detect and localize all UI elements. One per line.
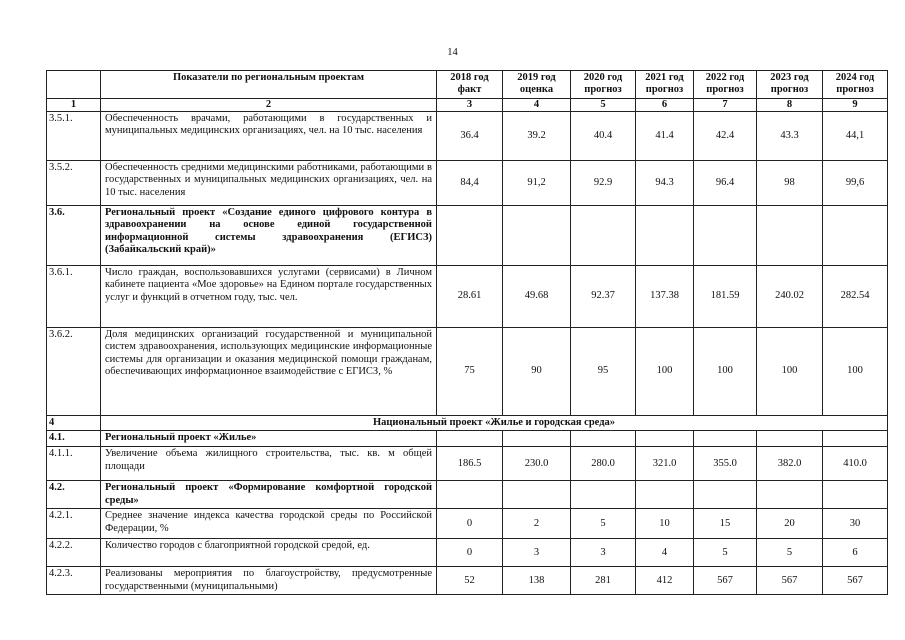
row-value: 44,1 [823,112,888,161]
row-indicator-name: Число граждан, воспользовавшихся услугами (сервисами) в Личном кабинете пациента «Мое здоровье» на Едином портале государственных услуг и функций в отчетном году, тыс. чел. [101,266,437,328]
empty-cell [823,431,888,447]
row-value: 281 [571,567,636,595]
row-value: 91,2 [503,161,571,206]
regional-project-title: Региональный проект «Формирование комфортной городской среды» [101,481,437,509]
row-code: 3.6.1. [47,266,101,328]
row-indicator-name: Обеспеченность средними медицинскими работниками, работающими в государственных и муниципальных медицинских организациях, чел. на 10 тыс. населения [101,161,437,206]
row-value: 6 [823,539,888,567]
header-year-2023: 2023 год прогноз [757,71,823,99]
row-value: 99,6 [823,161,888,206]
column-number: 1 [47,99,101,112]
row-value: 5 [571,509,636,539]
empty-cell [694,206,757,266]
row-value: 5 [757,539,823,567]
empty-cell [636,206,694,266]
empty-cell [636,431,694,447]
empty-cell [437,481,503,509]
section-row [47,206,888,266]
row-value: 20 [757,509,823,539]
header-row [47,71,888,99]
empty-cell [503,206,571,266]
empty-cell [571,206,636,266]
row-indicator-name: Доля медицинских организаций государственной и муниципальной систем здравоохранения, использующих медицинские информационные системы для организации и оказания медицинской помощи гражданам, обеспечивающих информационное взаимодействие с ЕГИСЗ, % [101,328,437,416]
row-value: 75 [437,328,503,416]
table-row [47,161,888,206]
header-year-2022: 2022 год прогноз [694,71,757,99]
empty-cell [571,431,636,447]
row-value: 282.54 [823,266,888,328]
row-value: 15 [694,509,757,539]
header-year-2020: 2020 год прогноз [571,71,636,99]
table-row [47,509,888,539]
row-value: 567 [757,567,823,595]
table-row [47,539,888,567]
row-value: 90 [503,328,571,416]
column-number: 2 [101,99,437,112]
row-code: 3.5.2. [47,161,101,206]
row-value: 100 [636,328,694,416]
empty-cell [694,481,757,509]
table-row [47,567,888,595]
row-code: 4.2. [47,481,101,509]
row-code: 3.6. [47,206,101,266]
empty-cell [437,206,503,266]
row-value: 100 [694,328,757,416]
row-value: 43.3 [757,112,823,161]
column-number: 4 [503,99,571,112]
column-number: 3 [437,99,503,112]
row-value: 230.0 [503,447,571,481]
table-row [47,447,888,481]
row-value: 94.3 [636,161,694,206]
empty-cell [503,481,571,509]
row-value: 4 [636,539,694,567]
empty-cell [571,481,636,509]
row-value: 3 [571,539,636,567]
row-value: 100 [757,328,823,416]
column-number: 9 [823,99,888,112]
row-value: 0 [437,509,503,539]
column-number: 7 [694,99,757,112]
page-number: 14 [447,47,458,58]
row-indicator-name: Реализованы мероприятия по благоустройству, предусмотренные государственными (муниципальными) [101,567,437,595]
row-value: 3 [503,539,571,567]
regional-project-title: Региональный проект «Создание единого цифрового контура в здравоохранении на основе единой государственной информационной системы здравоохранения (ЕГИСЗ) (Забайкальский край)» [101,206,437,266]
section-row [47,481,888,509]
row-value: 98 [757,161,823,206]
empty-cell [823,481,888,509]
header-indicators: Показатели по региональным проектам [101,71,437,99]
row-value: 240.02 [757,266,823,328]
row-code: 4.1. [47,431,101,447]
row-indicator-name: Количество городов с благоприятной городской средой, ед. [101,539,437,567]
row-value: 412 [636,567,694,595]
row-value: 95 [571,328,636,416]
row-code: 4.2.3. [47,567,101,595]
empty-cell [757,431,823,447]
row-value: 30 [823,509,888,539]
row-code: 4.2.1. [47,509,101,539]
row-value: 100 [823,328,888,416]
header-code-cell [47,71,101,99]
row-value: 0 [437,539,503,567]
row-indicator-name: Среднее значение индекса качества городской среды по Российской Федерации, % [101,509,437,539]
regional-project-title: Региональный проект «Жилье» [101,431,437,447]
row-value: 41.4 [636,112,694,161]
row-value: 181.59 [694,266,757,328]
header-year-2019: 2019 год оценка [503,71,571,99]
row-value: 410.0 [823,447,888,481]
empty-cell [823,206,888,266]
empty-cell [757,481,823,509]
table-row [47,112,888,161]
table-row [47,266,888,328]
row-code: 3.6.2. [47,328,101,416]
table-row [47,328,888,416]
row-value: 92.37 [571,266,636,328]
indicators-table [46,70,888,595]
row-value: 355.0 [694,447,757,481]
header-year-2018: 2018 год факт [437,71,503,99]
row-indicator-name: Обеспеченность врачами, работающими в государственных и муниципальных медицинских организациях, чел. на 10 тыс. населения [101,112,437,161]
empty-cell [437,431,503,447]
row-value: 137.38 [636,266,694,328]
row-value: 42.4 [694,112,757,161]
row-value: 5 [694,539,757,567]
header-year-2021: 2021 год прогноз [636,71,694,99]
national-project-title: Национальный проект «Жилье и городская среда» [101,416,888,431]
empty-cell [694,431,757,447]
row-value: 280.0 [571,447,636,481]
row-code: 4.1.1. [47,447,101,481]
row-code: 3.5.1. [47,112,101,161]
header-year-2024: 2024 год прогноз [823,71,888,99]
column-number-row [47,99,888,112]
row-value: 138 [503,567,571,595]
row-value: 10 [636,509,694,539]
empty-cell [636,481,694,509]
empty-cell [503,431,571,447]
column-number: 5 [571,99,636,112]
row-value: 382.0 [757,447,823,481]
empty-cell [757,206,823,266]
row-value: 40.4 [571,112,636,161]
section-row [47,431,888,447]
row-value: 186.5 [437,447,503,481]
row-value: 84,4 [437,161,503,206]
row-code: 4.2.2. [47,539,101,567]
row-code: 4 [47,416,101,431]
row-value: 92.9 [571,161,636,206]
row-value: 2 [503,509,571,539]
row-value: 36.4 [437,112,503,161]
row-value: 39.2 [503,112,571,161]
row-value: 49.68 [503,266,571,328]
column-number: 6 [636,99,694,112]
column-number: 8 [757,99,823,112]
row-value: 28.61 [437,266,503,328]
row-value: 96.4 [694,161,757,206]
row-value: 52 [437,567,503,595]
row-value: 567 [694,567,757,595]
row-value: 567 [823,567,888,595]
national-project-row [47,416,888,431]
row-value: 321.0 [636,447,694,481]
row-indicator-name: Увеличение объема жилищного строительства, тыс. кв. м общей площади [101,447,437,481]
